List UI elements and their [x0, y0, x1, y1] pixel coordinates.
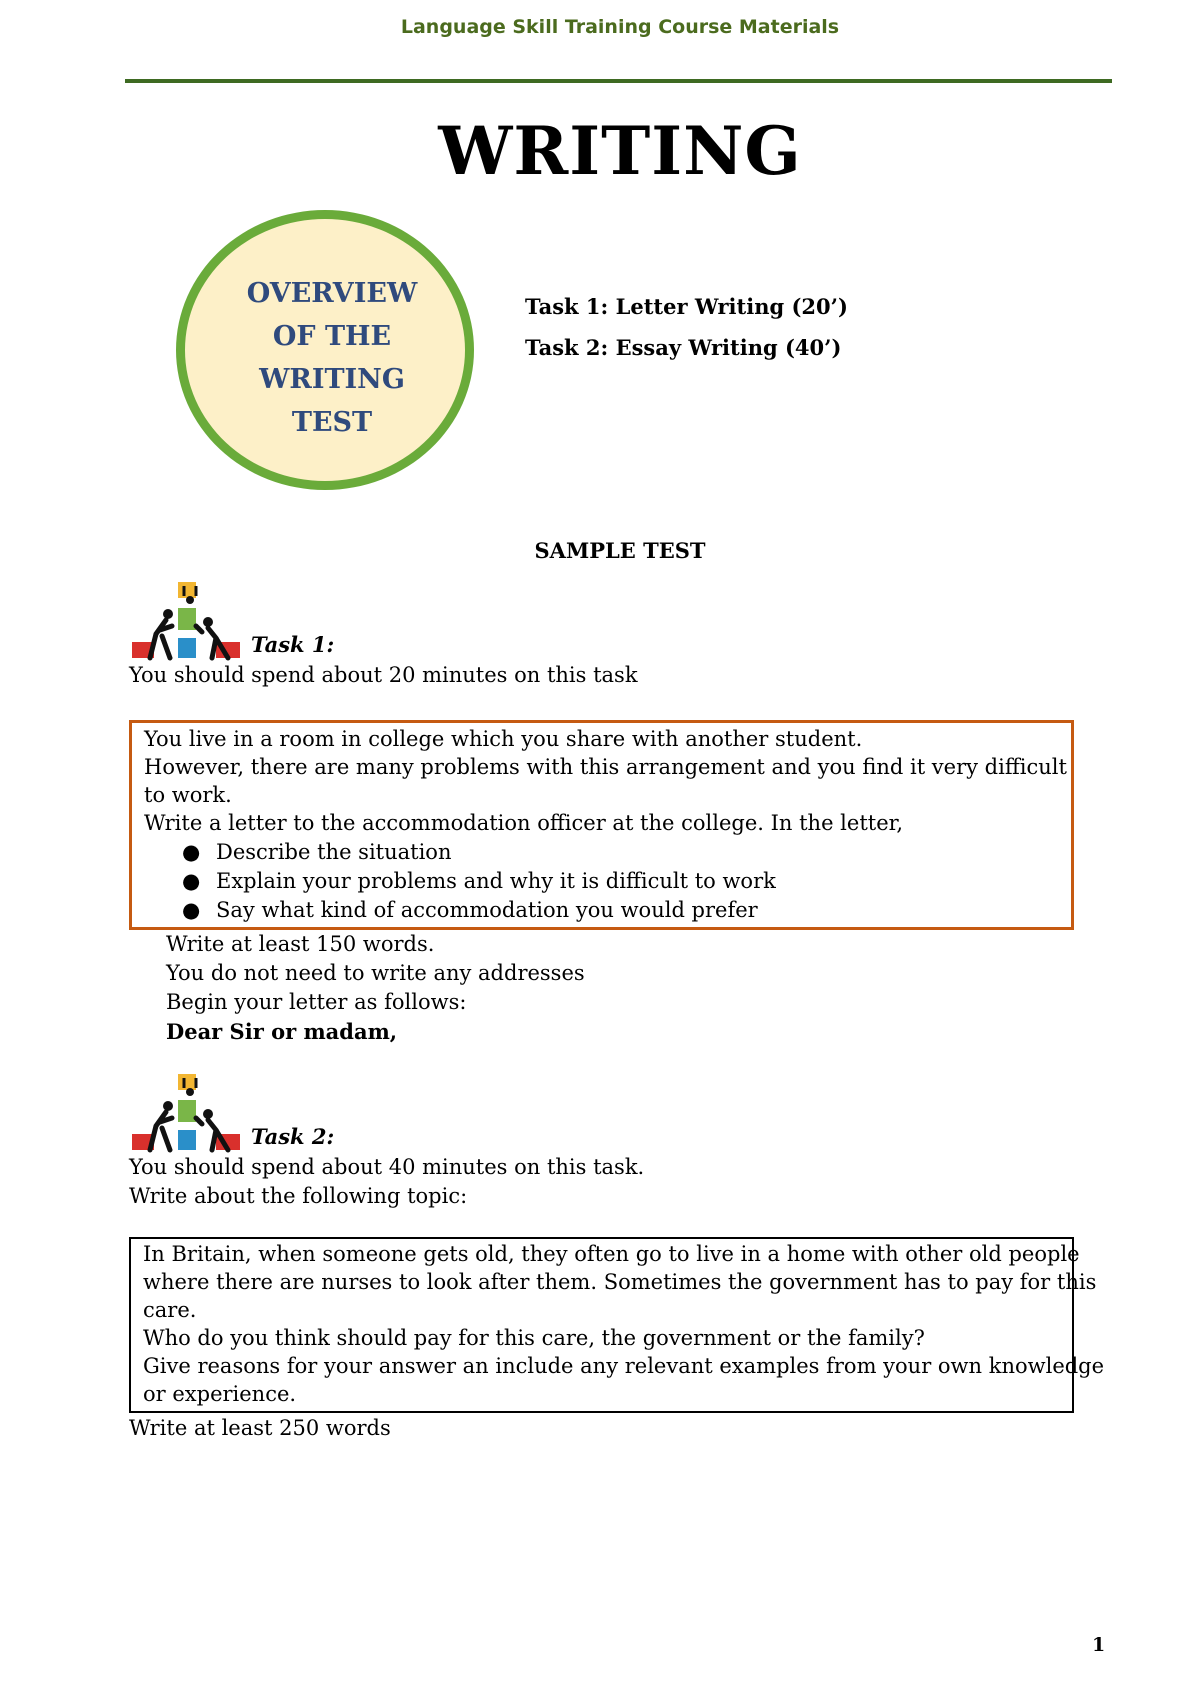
task1-bullet-item — [182, 898, 758, 922]
task-summary-item: Task 2: Essay Writing (40’) — [525, 335, 842, 360]
task2-instruction: You should spend about 40 minutes on this task. — [129, 1155, 645, 1179]
bullet-icon: ● — [182, 840, 201, 864]
header-divider — [125, 79, 1112, 83]
task2-label: Task 2: — [251, 1124, 335, 1149]
task1-prompt-box — [129, 720, 1074, 930]
task1-after-line: Begin your letter as follows: — [166, 990, 467, 1014]
task-summary-item: Task 1: Letter Writing (20’) — [525, 294, 848, 319]
task1-prompt-line: to work. — [144, 783, 232, 807]
teamwork-blocks-icon — [132, 582, 242, 662]
task1-prompt-line: Write a letter to the accommodation officer at the college. In the letter, — [144, 811, 904, 835]
overview-heading — [226, 272, 438, 444]
overview-line: TEST — [291, 407, 373, 438]
task1-instruction: You should spend about 20 minutes on this task — [129, 663, 638, 687]
bullet-icon: ● — [182, 869, 201, 893]
task1-salutation: Dear Sir or madam, — [166, 1019, 398, 1044]
task2-prompt-line: Give reasons for your answer an include any relevant examples from your own knowledge — [143, 1354, 1105, 1378]
header-title: Language Skill Training Course Materials — [400, 16, 840, 38]
overview-line: OF THE — [272, 321, 392, 352]
task2-prompt-line: In Britain, when someone gets old, they often go to live in a home with other old people — [143, 1242, 1080, 1266]
task2-prompt-line: care. — [143, 1298, 197, 1322]
task1-bullet-text: Say what kind of accommodation you would prefer — [216, 898, 758, 922]
task1-prompt-line: However, there are many problems with this arrangement and you find it very difficult — [144, 755, 1067, 779]
bullet-icon: ● — [182, 898, 201, 922]
task1-prompt-line: You live in a room in college which you share with another student. — [144, 727, 863, 751]
task1-label: Task 1: — [251, 632, 335, 657]
task2-prompt-box — [129, 1237, 1105, 1413]
task2-after-line: Write at least 250 words — [129, 1416, 391, 1440]
task1-after-line: You do not need to write any addresses — [166, 961, 585, 985]
task1-bullet-item — [182, 869, 776, 893]
task2-prompt-line: or experience. — [143, 1382, 297, 1406]
task1-bullet-item — [182, 840, 452, 864]
task-summary — [525, 286, 848, 368]
page-title: WRITING — [438, 112, 802, 190]
task2-prompt-line: Who do you think should pay for this care, the government or the family? — [143, 1326, 925, 1350]
teamwork-blocks-icon — [132, 1074, 242, 1154]
page-number: 1 — [1092, 1634, 1106, 1656]
task1-bullet-text: Explain your problems and why it is difficult to work — [216, 869, 776, 893]
task2-instruction: Write about the following topic: — [129, 1184, 468, 1208]
overview-line: WRITING — [259, 364, 405, 395]
sample-test-heading: SAMPLE TEST — [534, 538, 706, 563]
task1-after-line: Write at least 150 words. — [166, 932, 435, 956]
task2-prompt-line: where there are nurses to look after them. Sometimes the government has to pay for this — [143, 1270, 1097, 1294]
task1-bullet-text: Describe the situation — [216, 840, 452, 864]
overview-line: OVERVIEW — [246, 278, 418, 309]
